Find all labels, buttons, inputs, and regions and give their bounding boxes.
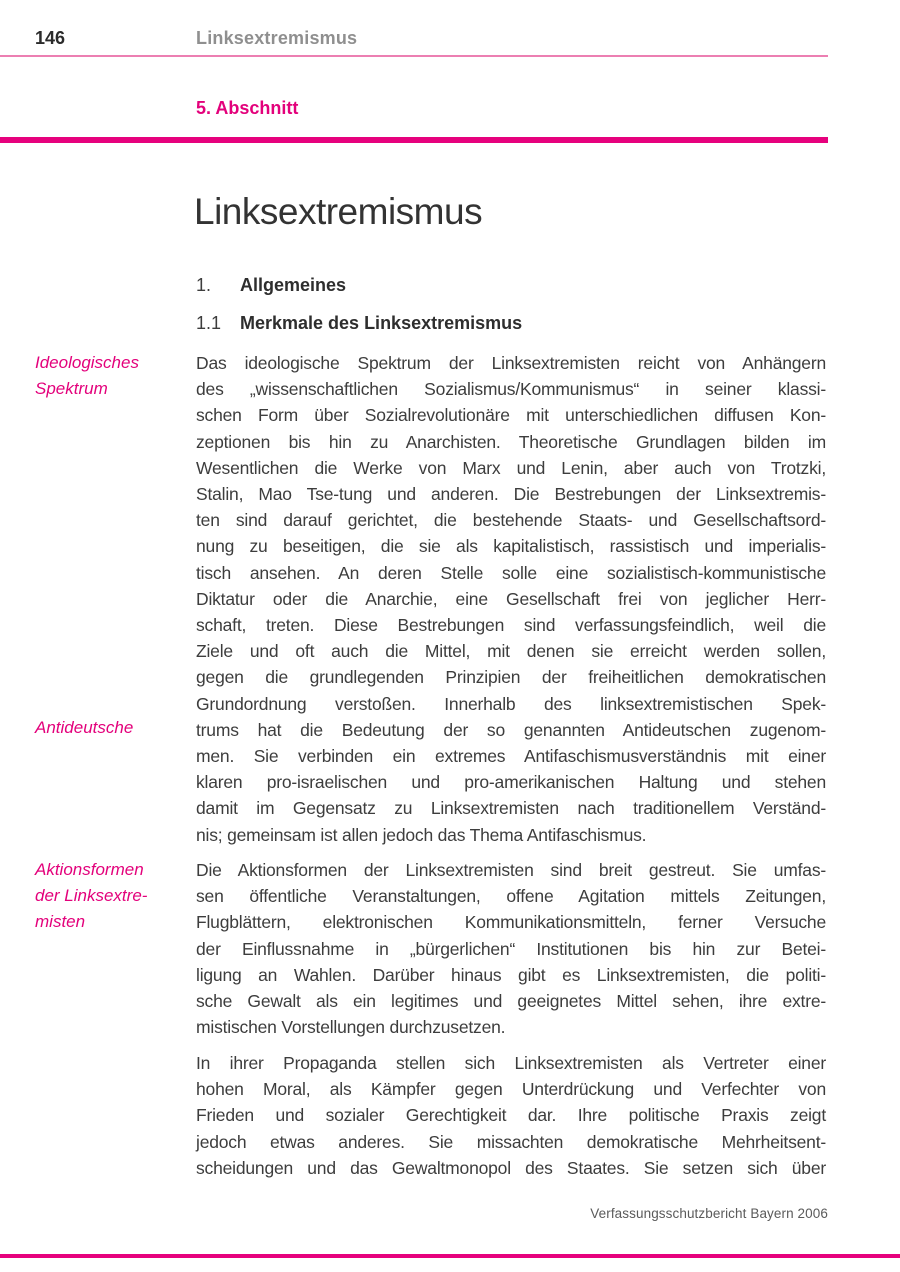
text-line: tisch ansehen. An deren Stelle solle eine sozialistisch-kommunistische [196, 562, 826, 583]
text-line: der Einflussnahme in „bürgerlichen“ Institutionen bis hin zur Betei- [196, 938, 826, 959]
section-label: 5. Abschnitt [196, 98, 299, 118]
text-line: Aktionsformen [35, 860, 144, 879]
text-line: nis; gemeinsam ist allen jedoch das Thema Antifaschismus. [196, 824, 647, 845]
text-line: Spektrum [35, 379, 108, 399]
text-line: ligung an Wahlen. Darüber hinaus gibt es Linksextremisten, die politi- [196, 964, 826, 985]
text-line: scheidungen und das Gewaltmonopol des Staates. Sie setzen sich über [196, 1157, 826, 1178]
text-line: gegen die grundlegenden Prinzipien der freiheitlichen demokratischen [196, 667, 826, 688]
margin-note-aktionsformen [35, 857, 190, 936]
text-line: Das ideologische Spektrum der Linksextremisten reicht von Anhängern [196, 353, 826, 373]
text-line: schaft, treten. Diese Bestrebungen sind verfassungsfeindlich, weil die [196, 615, 826, 636]
heading-merkmale [196, 312, 522, 334]
text-line: Grundordnung verstoßen. Innerhalb des linksextremistischen Spek- [196, 693, 826, 714]
text-line: sche Gewalt als ein legitimes und geeignetes Mittel sehen, ihre extre- [196, 991, 826, 1012]
page-title: Linksextremismus [194, 191, 483, 232]
text-line: Ideologisches [35, 353, 139, 372]
text-line: sen öffentliche Veranstaltungen, offene Agitation mittels Zeitungen, [196, 886, 826, 907]
text-line: mistischen Vorstellungen durchzusetzen. [196, 1017, 506, 1038]
text-line: nung zu beseitigen, die sie als kapitalistisch, rassistisch und imperialis- [196, 536, 826, 557]
text-line: Diktatur oder die Anarchie, eine Gesellschaft frei von jeglicher Herr- [196, 588, 826, 609]
text-line: Antideutsche [35, 718, 134, 737]
text-line: trums hat die Bedeutung der so genannten Antideutschen zugenom- [196, 719, 826, 740]
paragraph-aktionsformen [196, 857, 826, 1040]
running-header-chapter: Linksextremismus [196, 28, 358, 48]
heading-label: Allgemeines [240, 275, 347, 295]
text-line: hohen Moral, als Kämpfer gegen Unterdrückung und Verfechter von [196, 1079, 826, 1100]
paragraph-propaganda [196, 1050, 826, 1181]
text-line: Frieden und sozialer Gerechtigkeit dar. Ihre politische Praxis zeigt [196, 1105, 826, 1126]
text-line: Die Aktionsformen der Linksextremisten sind breit gestreut. Sie umfas- [196, 860, 826, 880]
text-line: Stalin, Mao Tse-tung und anderen. Die Bestrebungen der Linksextremis- [196, 484, 826, 505]
heading-allgemeines [196, 274, 346, 296]
section-rule-thick [0, 137, 828, 143]
footer-report-title: Verfassungsschutzbericht Bayern 2006 [590, 1206, 828, 1221]
heading-number: 1.1 [196, 313, 222, 333]
heading-number: 1. [196, 275, 212, 295]
text-line: men. Sie verbinden ein extremes Antifaschismusverständnis mit einer [196, 746, 826, 767]
text-line: Ziele und oft auch die Mittel, mit denen sie erreicht werden sollen, [196, 641, 826, 662]
text-line: der Linksextre- [35, 886, 148, 906]
footer-rule [0, 1254, 900, 1258]
header-rule-thin [0, 55, 828, 57]
margin-note-ideologisches-spektrum [35, 350, 190, 402]
text-line: In ihrer Propaganda stellen sich Linksextremisten als Vertreter einer [196, 1053, 826, 1073]
text-line: ten sind darauf gerichtet, die bestehende Staats- und Gesellschaftsord- [196, 510, 826, 531]
heading-label: Merkmale des Linksextremismus [240, 313, 523, 333]
text-line: Flugblättern, elektronischen Kommunikationsmitteln, ferner Versuche [196, 912, 826, 933]
margin-note-antideutsche [35, 715, 190, 741]
text-line: des „wissenschaftlichen Sozialismus/Kommunismus“ in seiner klassi- [196, 379, 826, 400]
text-line: zeptionen bis hin zu Anarchisten. Theoretische Grundlagen bilden im [196, 431, 826, 452]
text-line: damit im Gegensatz zu Linksextremisten nach traditionellem Verständ- [196, 798, 826, 819]
text-line: jedoch etwas anderes. Sie missachten demokratische Mehrheitsent- [196, 1131, 826, 1152]
page-number: 146 [35, 28, 66, 48]
text-line: misten [35, 912, 86, 932]
text-line: klaren pro-israelischen und pro-amerikanischen Haltung und stehen [196, 772, 826, 793]
text-line: Wesentlichen die Werke von Marx und Lenin, aber auch von Trotzki, [196, 457, 826, 478]
text-line: schen Form über Sozialrevolutionäre mit unterschiedlichen diffusen Kon- [196, 405, 826, 426]
paragraph-ideologie [196, 350, 826, 848]
